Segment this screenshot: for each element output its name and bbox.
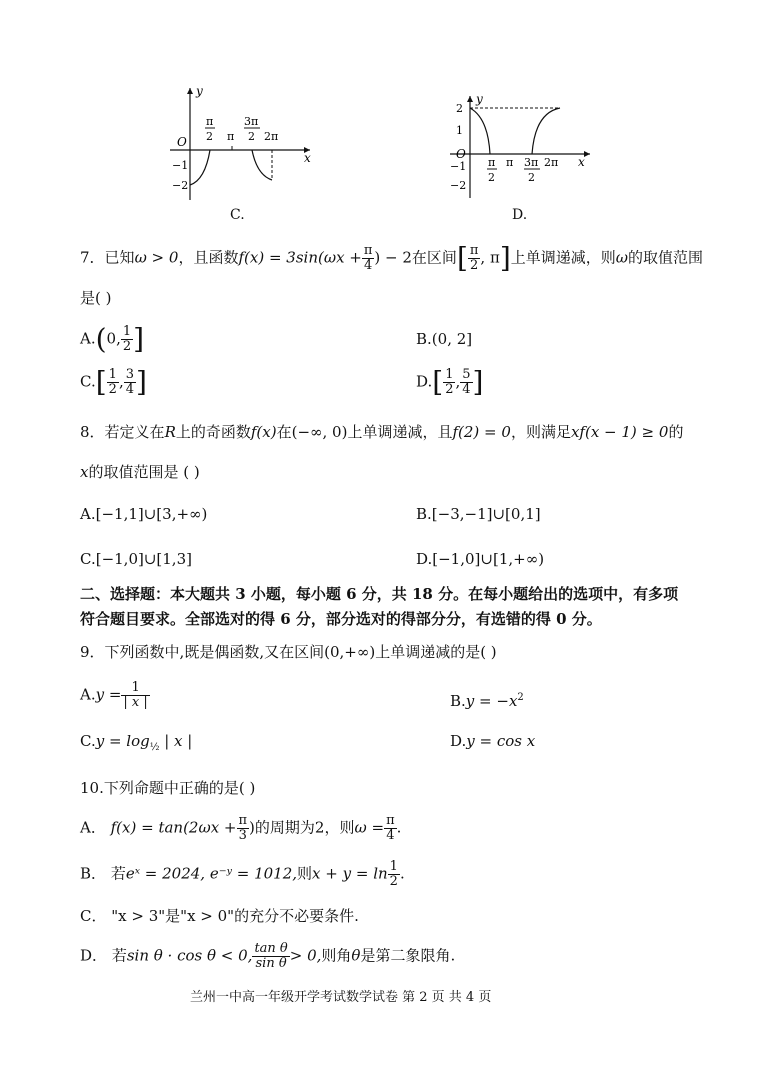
graph-d bbox=[440, 88, 600, 208]
question-9: 9．下列函数中,既是偶函数,又在区间(0,+∞)上单调递减的是( ) bbox=[80, 643, 497, 661]
graph-d-x-label: x bbox=[578, 155, 585, 169]
graph-c-tick-2pi: 2π bbox=[264, 130, 279, 143]
graph-d-curve-1 bbox=[470, 108, 490, 154]
q7-option-c[interactable]: C.[ $\frac{1}{2}$ , $\frac{3}{4}$ ] bbox=[80, 365, 147, 399]
graph-c-curve-1 bbox=[190, 150, 210, 185]
q8-option-c[interactable]: C.[−1,0]∪[1,3] bbox=[80, 550, 192, 568]
q10-option-d[interactable]: D． 若sin θ · cos θ < 0, $\frac{\text{tan θ}}{\text{sin θ}}$ > 0,则角θ是第二象限角. bbox=[80, 941, 456, 971]
graph-c-y-arrow bbox=[187, 88, 193, 94]
graph-c-curve-2 bbox=[252, 150, 272, 180]
q7-option-a[interactable]: A.(0, $\frac{1}{2}$ ] bbox=[80, 322, 145, 356]
graph-c-tick-3pi: 3π bbox=[244, 115, 259, 128]
graph-d-one: 1 bbox=[456, 124, 463, 137]
graph-c-x-label: x bbox=[304, 151, 311, 165]
graph-c-tick-pi2: π bbox=[227, 130, 235, 143]
graph-d-neg1: −1 bbox=[450, 160, 467, 173]
q8-option-b[interactable]: B.[−3,−1]∪[0,1] bbox=[416, 505, 541, 523]
q7-option-b[interactable]: B.(0, 2] bbox=[416, 330, 473, 348]
question-10: 10.下列命题中正确的是( ) bbox=[80, 779, 256, 797]
q9-option-b[interactable]: $B.y = -x^2$ bbox=[450, 692, 524, 710]
q9-option-a[interactable]: A.y = $\frac{1}{| x |}$ bbox=[80, 680, 148, 710]
graph-c-tick-pi: π bbox=[206, 115, 214, 128]
q7-number: 7． bbox=[80, 248, 105, 267]
graph-d-tick-2pi: 2π bbox=[544, 156, 559, 169]
question-7: 7．已知ω > 0，且函数f(x) = 3sin(ωx + $\frac{\pi}{4}$ ) − 2在区间[ $\frac{\pi}{2}$ , π]上单调递减，则ω的取值范围 bbox=[80, 241, 704, 275]
q10-option-b[interactable]: B． 若eˣ = 2024, e⁻ʸ = 1012,则x + y = ln $\frac{1}{2}$ . bbox=[80, 859, 405, 889]
graph-c-tick-2: 2 bbox=[206, 130, 213, 143]
graph-c-tick-3pi-den: 2 bbox=[248, 130, 255, 143]
q7-line2: 是( ) bbox=[80, 289, 112, 307]
graph-d-neg2: −2 bbox=[450, 179, 467, 192]
q10-number: 10. bbox=[80, 779, 104, 797]
page-footer: 兰州一中高一年级开学考试数学试卷 第 2 页 共 4 页 bbox=[190, 990, 492, 1005]
q8-line2: x的取值范围是 ( ) bbox=[80, 463, 200, 481]
q7-option-d[interactable]: D.[ $\frac{1}{2}$ , $\frac{5}{4}$ ] bbox=[416, 365, 484, 399]
graph-d-y-label: y bbox=[476, 92, 483, 106]
q9-number: 9． bbox=[80, 643, 105, 661]
graph-d-tick-pi2: π bbox=[506, 156, 514, 169]
graph-c bbox=[160, 80, 320, 210]
section-2-line1: 二、选择题：本大题共 3 小题，每小题 6 分，共 18 分。在每小题给出的选项中，有多项 bbox=[80, 585, 679, 603]
graph-d-caption: D. bbox=[512, 207, 528, 223]
q8-number: 8． bbox=[80, 423, 105, 441]
graph-d-tick-pi: π bbox=[488, 156, 496, 169]
q9-option-c[interactable]: $C.y = \log_{\frac{1}{2}}$ | x | bbox=[80, 732, 193, 753]
graph-c-neg1: −1 bbox=[172, 159, 189, 172]
q10-option-a[interactable]: A． f(x) = tan(2ωx + $\frac{\pi}{3}$ )的周期为2，则ω = $\frac{\pi}{4}$ . bbox=[80, 813, 402, 843]
graph-c-caption: C. bbox=[230, 207, 245, 223]
graph-d-two: 2 bbox=[456, 102, 463, 115]
q8-option-a[interactable]: A.[−1,1]∪[3,+∞) bbox=[80, 505, 208, 523]
graph-d-tick-3pi-den: 2 bbox=[528, 171, 535, 184]
section-2-line2: 符合题目要求。全部选对的得 6 分，部分选对的得部分分，有选错的得 0 分。 bbox=[80, 610, 602, 628]
graph-c-neg2: −2 bbox=[172, 179, 189, 192]
question-8: 8．若定义在R上的奇函数f(x)在(−∞, 0)上单调递减，且f(2) = 0，则满足xf(x − 1) ≥ 0的 bbox=[80, 423, 684, 441]
graph-d-curve-2 bbox=[532, 108, 560, 154]
q9-option-d[interactable]: D.y = cos x bbox=[450, 732, 536, 750]
graph-c-origin: O bbox=[177, 135, 187, 149]
graph-c-y-label: y bbox=[196, 84, 203, 98]
q8-option-d[interactable]: D.[−1,0]∪[1,+∞) bbox=[416, 550, 545, 568]
graph-d-tick-2: 2 bbox=[488, 171, 495, 184]
graph-d-origin: O bbox=[456, 147, 466, 161]
graph-d-tick-3pi: 3π bbox=[524, 156, 539, 169]
q10-option-c[interactable]: C． "x > 3"是"x > 0"的充分不必要条件. bbox=[80, 907, 359, 925]
